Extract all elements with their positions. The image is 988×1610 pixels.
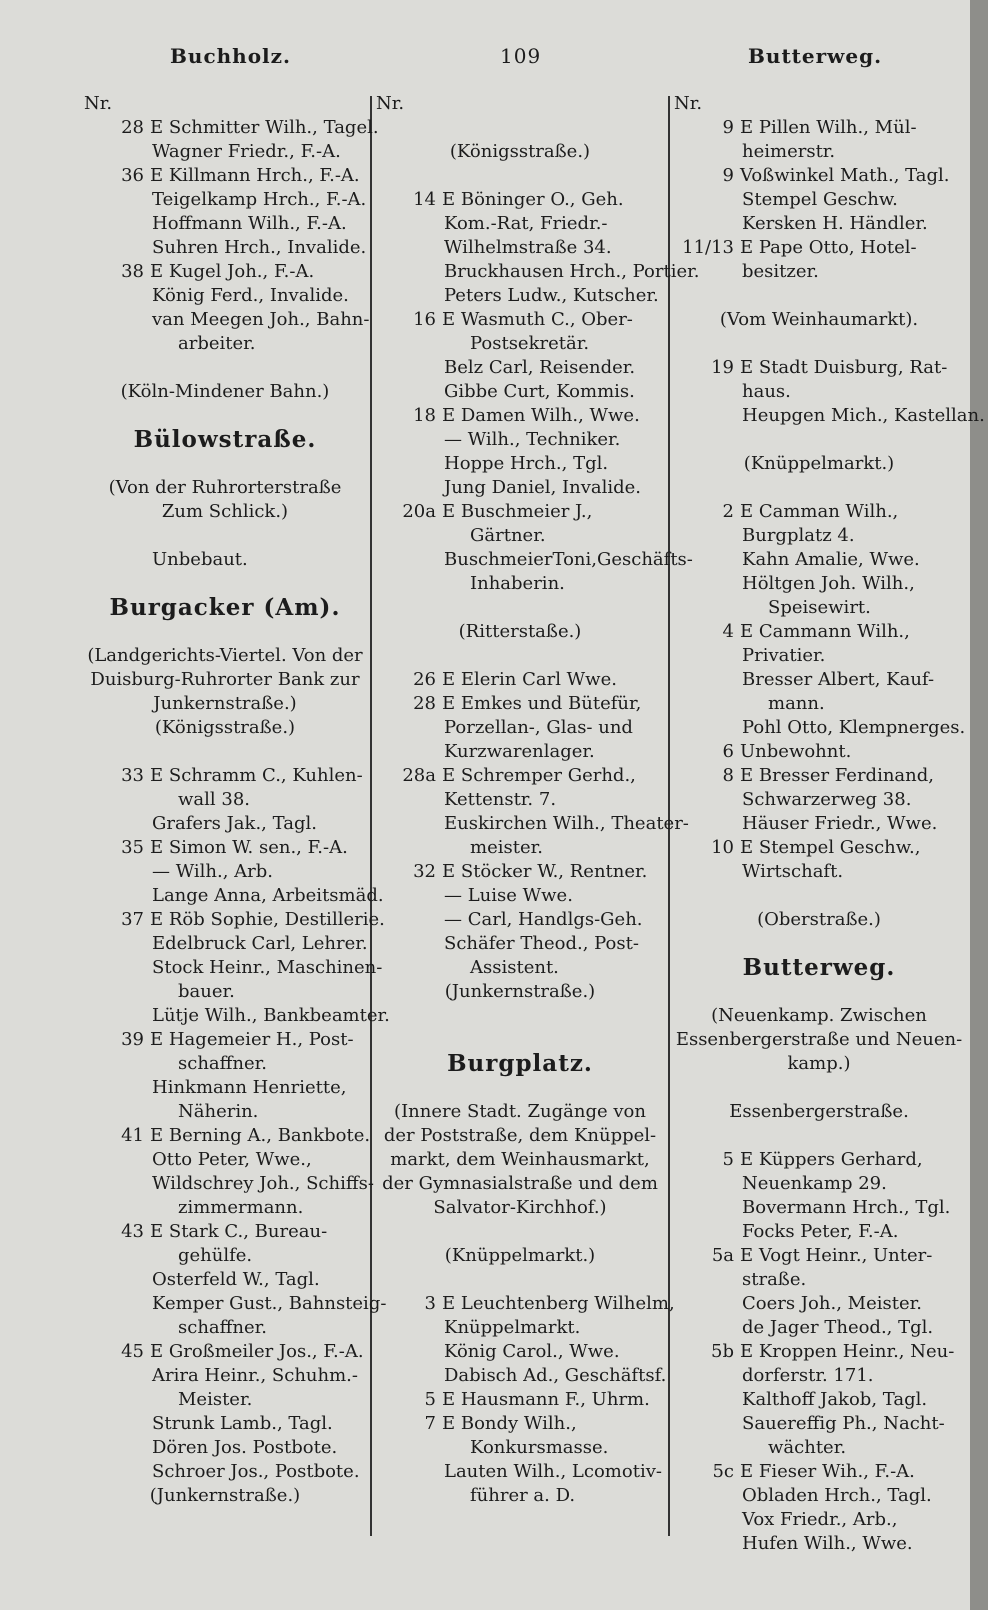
entry-text: E Schramm C., Kuhlen- <box>150 765 363 786</box>
resident-line: Lange Anna, Arbeitsmäd. <box>152 885 384 906</box>
resident-line: heimerstr. <box>742 141 836 162</box>
resident-line: gehülfe. <box>178 1245 253 1266</box>
house-number: 26 <box>413 669 436 690</box>
column-left <box>84 92 390 1508</box>
house-entry <box>84 260 366 284</box>
house-entry <box>674 1244 964 1268</box>
resident-line: Schroer Jos., Postbote. <box>152 1461 360 1482</box>
resident-line: Osterfeld W., Tagl. <box>152 1269 320 1290</box>
section-note: (Königsstraße.) <box>449 141 591 162</box>
entry-text: E Böninger O., Geh. <box>442 189 624 210</box>
resident-line: Sauereffig Ph., Nacht- <box>742 1413 945 1434</box>
spacer <box>84 620 366 644</box>
house-number: 28 <box>121 117 144 138</box>
spacer <box>376 644 664 668</box>
house-number: 3 <box>424 1293 436 1314</box>
section-note: (Königsstraße.) <box>154 717 296 738</box>
entry-text: E Stöcker W., Rentner. <box>442 861 648 882</box>
resident-line: Strunk Lamb., Tagl. <box>152 1413 333 1434</box>
resident-line: Suhren Hrch., Invalide. <box>152 237 367 258</box>
entry-text: E Bresser Ferdinand, <box>740 765 935 786</box>
spacer <box>84 740 366 764</box>
section-note: Essenbergerstraße. <box>729 1101 909 1122</box>
entry-text: E Wasmuth C., Ober- <box>442 309 633 330</box>
resident-line: Neuenkamp 29. <box>742 1173 887 1194</box>
house-entry <box>674 500 964 524</box>
spacer <box>674 1124 964 1148</box>
section-note: (Innere Stadt. Zugänge von <box>394 1101 646 1122</box>
house-number: 9 <box>722 165 734 186</box>
entry-text: E Röb Sophie, Destillerie. <box>150 909 385 930</box>
house-entry <box>376 500 664 524</box>
house-entry <box>84 1340 366 1364</box>
section-note: (Landgerichts-Viertel. Von der <box>87 645 363 666</box>
resident-line: Burgplatz 4. <box>742 525 855 546</box>
house-number: 5b <box>711 1341 734 1362</box>
resident-line: Gärtner. <box>470 525 546 546</box>
resident-line: Arira Heinr., Schuhm.- <box>152 1365 358 1386</box>
house-number: 5 <box>722 1149 734 1170</box>
house-number: 9 <box>722 117 734 138</box>
spacer <box>376 1220 664 1244</box>
resident-line: Hoppe Hrch., Tgl. <box>444 453 609 474</box>
spacer <box>674 1076 964 1100</box>
spacer <box>376 1076 664 1100</box>
resident-line: Kahn Amalie, Wwe. <box>742 549 920 570</box>
resident-line: arbeiter. <box>178 333 256 354</box>
resident-line: wall 38. <box>178 789 250 810</box>
resident-line: Schäfer Theod., Post- <box>444 933 639 954</box>
house-entry <box>84 116 379 140</box>
resident-line: Jung Daniel, Invalide. <box>444 477 642 498</box>
spacer <box>674 428 964 452</box>
resident-line: — Wilh., Techniker. <box>444 429 621 450</box>
house-number: 35 <box>121 837 144 858</box>
house-entry <box>674 356 964 380</box>
resident-line: Dören Jos. Postbote. <box>152 1437 338 1458</box>
resident-line: straße. <box>742 1269 807 1290</box>
entry-text: E Simon W. sen., F.-A. <box>150 837 348 858</box>
resident-line: Kalthoff Jakob, Tagl. <box>742 1389 928 1410</box>
resident-line: schaffner. <box>178 1317 268 1338</box>
resident-line: Schwarzerweg 38. <box>742 789 912 810</box>
section-note: (Von der Ruhrorterstraße <box>108 477 342 498</box>
house-number: 41 <box>121 1125 144 1146</box>
resident-line: Dabisch Ad., Geschäftsf. <box>444 1365 667 1386</box>
house-entry <box>674 740 964 764</box>
entry-text: E Killmann Hrch., F.-A. <box>150 165 360 186</box>
resident-line: dorferstr. 171. <box>742 1365 874 1386</box>
resident-line: Nr. <box>376 93 405 114</box>
header-left: Buchholz. <box>170 44 291 68</box>
house-entry <box>674 764 964 788</box>
house-number: 5c <box>712 1461 734 1482</box>
section-note: Essenbergerstraße und Neuen- <box>675 1029 963 1050</box>
resident-line: Assistent. <box>470 957 559 978</box>
spacer <box>674 476 964 500</box>
resident-line: Teigelkamp Hrch., F.-A. <box>152 189 367 210</box>
section-note: Junkernstraße.) <box>153 693 297 714</box>
resident-line: Häuser Friedr., Wwe. <box>742 813 938 834</box>
house-entry <box>84 908 385 932</box>
house-number: 16 <box>413 309 436 330</box>
resident-line: Obladen Hrch., Tagl. <box>742 1485 932 1506</box>
house-entry <box>84 1124 371 1148</box>
spacer <box>376 1268 664 1292</box>
house-entry <box>376 1388 664 1412</box>
spacer <box>376 116 664 140</box>
street-heading: Bülowstraße. <box>133 426 317 453</box>
spacer <box>84 404 366 428</box>
resident-line: Nr. <box>84 93 113 114</box>
resident-line: de Jager Theod., Tgl. <box>742 1317 934 1338</box>
resident-line: König Ferd., Invalide. <box>152 285 349 306</box>
resident-line: Bruckhausen Hrch., Portier. <box>444 261 700 282</box>
entry-text: E Camman Wilh., <box>740 501 899 522</box>
entry-text: Voßwinkel Math., Tagl. <box>740 165 950 186</box>
resident-line: Stempel Geschw. <box>742 189 898 210</box>
column-rule <box>370 96 372 1536</box>
resident-line: Lütje Wilh., Bankbeamter. <box>152 1005 390 1026</box>
resident-line: Meister. <box>178 1389 253 1410</box>
house-entry <box>376 1412 664 1436</box>
house-entry <box>674 1340 964 1364</box>
spacer <box>376 164 664 188</box>
resident-line: Wagner Friedr., F.-A. <box>152 141 341 162</box>
entry-text: E Pape Otto, Hotel- <box>740 237 917 258</box>
house-entry <box>376 668 664 692</box>
resident-line: Gibbe Curt, Kommis. <box>444 381 635 402</box>
entry-text: E Cammann Wilh., <box>740 621 910 642</box>
house-entry <box>84 1220 366 1244</box>
spacer <box>674 980 964 1004</box>
spacer <box>84 572 366 596</box>
resident-line: zimmermann. <box>178 1197 304 1218</box>
street-heading: Butterweg. <box>742 954 896 981</box>
resident-line: Vox Friedr., Arb., <box>742 1509 898 1530</box>
resident-line: Kom.-Rat, Friedr.- <box>444 213 608 234</box>
entry-text: E Leuchtenberg Wilhelm, <box>442 1293 675 1314</box>
house-number: 43 <box>121 1221 144 1242</box>
resident-line: Hufen Wilh., Wwe. <box>742 1533 913 1554</box>
entry-text: E Elerin Carl Wwe. <box>442 669 617 690</box>
header-right: Butterweg. <box>748 44 883 68</box>
resident-line: Edelbruck Carl, Lehrer. <box>152 933 368 954</box>
resident-line: Konkursmasse. <box>470 1437 609 1458</box>
resident-line: Kurzwarenlager. <box>444 741 595 762</box>
spacer <box>674 284 964 308</box>
house-entry <box>674 1460 964 1484</box>
house-number: 32 <box>413 861 436 882</box>
entry-text: E Kroppen Heinr., Neu- <box>740 1341 955 1362</box>
house-number: 19 <box>711 357 734 378</box>
house-number: 4 <box>722 621 734 642</box>
resident-line: Näherin. <box>178 1101 259 1122</box>
section-note: der Poststraße, dem Knüppel- <box>383 1125 657 1146</box>
street-heading: Burgplatz. <box>447 1050 593 1077</box>
house-number: 2 <box>722 501 734 522</box>
resident-line: Kemper Gust., Bahnsteig- <box>152 1293 387 1314</box>
resident-line: Kettenstr. 7. <box>444 789 557 810</box>
section-note: Salvator-Kirchhof.) <box>433 1197 607 1218</box>
resident-line: Wilhelmstraße 34. <box>444 237 612 258</box>
resident-line: wächter. <box>768 1437 847 1458</box>
resident-line: Höltgen Joh. Wilh., <box>742 573 915 594</box>
entry-text: E Küppers Gerhard, <box>740 1149 923 1170</box>
house-number: 14 <box>413 189 436 210</box>
entry-text: E Großmeiler Jos., F.-A. <box>150 1341 364 1362</box>
column-right <box>674 92 985 1556</box>
resident-line: besitzer. <box>742 261 819 282</box>
spacer <box>376 1004 664 1028</box>
house-entry <box>376 860 664 884</box>
house-entry <box>674 620 964 644</box>
section-note: markt, dem Weinhausmarkt, <box>390 1149 650 1170</box>
resident-line: Hinkmann Henriette, <box>152 1077 347 1098</box>
entry-text: E Berning A., Bankbote. <box>150 1125 371 1146</box>
resident-line: Unbebaut. <box>152 549 248 570</box>
resident-line: Lauten Wilh., Lcomotiv- <box>444 1461 662 1482</box>
resident-line: führer a. D. <box>470 1485 576 1506</box>
house-entry <box>674 1148 964 1172</box>
house-number: 36 <box>121 165 144 186</box>
resident-line: Wirtschaft. <box>742 861 844 882</box>
house-number: 6 <box>722 741 734 762</box>
house-entry <box>376 188 664 212</box>
resident-line: Coers Joh., Meister. <box>742 1293 922 1314</box>
entry-text: E Stark C., Bureau- <box>150 1221 328 1242</box>
entry-text: E Pillen Wilh., Mül- <box>740 117 917 138</box>
house-number: 33 <box>121 765 144 786</box>
entry-text: E Hausmann F., Uhrm. <box>442 1389 650 1410</box>
entry-text: E Emkes und Bütefür, <box>442 693 642 714</box>
house-number: 7 <box>424 1413 436 1434</box>
house-entry <box>84 836 366 860</box>
resident-line: — Carl, Handlgs-Geh. <box>444 909 643 930</box>
resident-line: König Carol., Wwe. <box>444 1341 620 1362</box>
resident-line: Porzellan-, Glas- und <box>444 717 633 738</box>
resident-line: Postsekretär. <box>470 333 590 354</box>
page-number: 109 <box>500 44 542 68</box>
resident-line: Heupgen Mich., Kastellan. <box>742 405 985 426</box>
spacer <box>84 524 366 548</box>
resident-line: Pohl Otto, Klempnerges. <box>742 717 966 738</box>
house-number: 37 <box>121 909 144 930</box>
house-number: 11/13 <box>682 237 734 258</box>
column-middle <box>376 92 700 1508</box>
resident-line: Focks Peter, F.-A. <box>742 1221 899 1242</box>
entry-text: E Buschmeier J., <box>442 501 593 522</box>
section-note: (Vom Weinhaumarkt). <box>719 309 919 330</box>
resident-line: Grafers Jak., Tagl. <box>152 813 317 834</box>
entry-text: E Damen Wilh., Wwe. <box>442 405 640 426</box>
entry-text: E Kugel Joh., F.-A. <box>150 261 315 282</box>
street-heading: Burgacker (Am). <box>109 594 341 621</box>
house-entry <box>376 1292 675 1316</box>
spacer <box>674 332 964 356</box>
house-entry <box>376 404 664 428</box>
resident-line: Stock Heinr., Maschinen- <box>152 957 383 978</box>
section-note: (Neuenkamp. Zwischen <box>711 1005 927 1026</box>
house-entry <box>376 764 664 788</box>
house-entry <box>84 764 366 788</box>
section-note: der Gymnasialstraße und dem <box>382 1173 658 1194</box>
resident-line: Otto Peter, Wwe., <box>152 1149 312 1170</box>
resident-line: Inhaberin. <box>470 573 565 594</box>
house-entry <box>84 164 366 188</box>
resident-line: Belz Carl, Reisender. <box>444 357 636 378</box>
house-number: 28a <box>402 765 436 786</box>
house-entry <box>376 308 664 332</box>
resident-line: Euskirchen Wilh., Theater- <box>444 813 689 834</box>
section-note: Zum Schlick.) <box>161 501 289 522</box>
resident-line: Speisewirt. <box>768 597 871 618</box>
spacer <box>674 884 964 908</box>
section-note: (Knüppelmarkt.) <box>444 1245 596 1266</box>
resident-line: BuschmeierToni,Geschäfts- <box>444 549 693 570</box>
entry-text: E Schmitter Wilh., Tagel. <box>150 117 379 138</box>
house-entry <box>84 1028 366 1052</box>
house-entry <box>376 692 664 716</box>
resident-line: Nr. <box>674 93 703 114</box>
entry-text: Unbewohnt. <box>740 741 852 762</box>
house-number: 45 <box>121 1341 144 1362</box>
resident-line: Hoffmann Wilh., F.-A. <box>152 213 347 234</box>
entry-text: E Hagemeier H., Post- <box>150 1029 354 1050</box>
resident-line: — Wilh., Arb. <box>152 861 274 882</box>
section-note: (Oberstraße.) <box>757 909 881 930</box>
house-number: 18 <box>413 405 436 426</box>
spacer <box>84 452 366 476</box>
section-note: (Köln-Mindener Bahn.) <box>120 381 330 402</box>
resident-line: schaffner. <box>178 1053 268 1074</box>
house-entry <box>674 116 964 140</box>
section-note: (Knüppelmarkt.) <box>743 453 895 474</box>
resident-line: Privatier. <box>742 645 826 666</box>
entry-text: E Schremper Gerhd., <box>442 765 636 786</box>
house-number: 10 <box>711 837 734 858</box>
entry-text: E Vogt Heinr., Unter- <box>740 1245 933 1266</box>
resident-line: van Meegen Joh., Bahn- <box>152 309 370 330</box>
resident-line: — Luise Wwe. <box>444 885 573 906</box>
house-number: 38 <box>121 261 144 282</box>
entry-text: E Stadt Duisburg, Rat- <box>740 357 948 378</box>
resident-line: Bovermann Hrch., Tgl. <box>742 1197 951 1218</box>
section-note: kamp.) <box>787 1053 851 1074</box>
section-note: (Junkernstraße.) <box>444 981 596 1002</box>
resident-line: Kersken H. Händler. <box>742 213 928 234</box>
spacer <box>674 932 964 956</box>
resident-line: meister. <box>470 837 543 858</box>
entry-text: E Fieser Wih., F.-A. <box>740 1461 915 1482</box>
page-edge <box>970 0 988 1610</box>
spacer <box>376 596 664 620</box>
resident-line: bauer. <box>178 981 235 1002</box>
resident-line: Knüppelmarkt. <box>444 1317 581 1338</box>
resident-line: Peters Ludw., Kutscher. <box>444 285 659 306</box>
section-note: Duisburg-Ruhrorter Bank zur <box>90 669 360 690</box>
resident-line: Bresser Albert, Kauf- <box>742 669 935 690</box>
house-number: 39 <box>121 1029 144 1050</box>
resident-line: mann. <box>768 693 825 714</box>
section-note: (Ritterstaße.) <box>458 621 582 642</box>
house-entry <box>674 836 964 860</box>
house-number: 8 <box>722 765 734 786</box>
entry-text: E Bondy Wilh., <box>442 1413 577 1434</box>
spacer <box>376 1028 664 1052</box>
section-note: (Junkernstraße.) <box>149 1485 301 1506</box>
house-number: 5 <box>424 1389 436 1410</box>
house-number: 20a <box>402 501 436 522</box>
spacer <box>84 356 366 380</box>
house-number: 28 <box>413 693 436 714</box>
house-entry <box>674 236 964 260</box>
resident-line: Wildschrey Joh., Schiffs- <box>152 1173 374 1194</box>
resident-line: haus. <box>742 381 791 402</box>
house-number: 5a <box>711 1245 734 1266</box>
entry-text: E Stempel Geschw., <box>740 837 921 858</box>
house-entry <box>674 164 964 188</box>
